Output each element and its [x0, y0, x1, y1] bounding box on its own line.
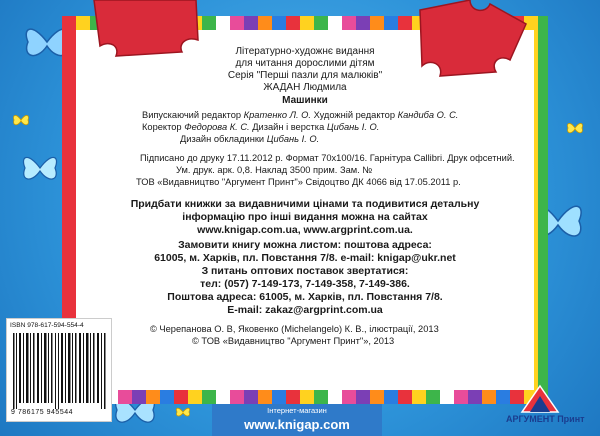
postal-address: 61005, м. Харків, пл. Повстання 7/8. e-mail: knigap@ukr.net	[154, 252, 456, 264]
butterfly-icon	[175, 405, 191, 419]
contacts-line: Замовити книгу можна листом: поштова адреса:	[178, 239, 432, 251]
isbn-label: ISBN 978-617-594-554-4	[10, 322, 84, 329]
editor-label: Коректор	[142, 122, 182, 132]
contacts-line: інформацію про інші видання можна на сайтах	[182, 211, 428, 223]
editor-name: Федорова К. С.	[184, 122, 250, 132]
author-name: ЖАДАН Людмила	[263, 82, 347, 93]
contacts-line: Придбати книжки за видавничими цінами та подивитися детальну	[130, 198, 480, 210]
book-title: Машинки	[282, 95, 328, 106]
printing-line: Підписано до друку 17.11.2012 р. Формат 70х100/16. Гарнітура Callibri. Друк офсетний.	[140, 153, 515, 163]
email-link[interactable]: E-mail: zakaz@argprint.com.ua	[227, 304, 383, 316]
publisher-logo	[486, 384, 596, 432]
internet-shop-banner[interactable]	[212, 404, 382, 436]
isbn-barcode	[6, 318, 112, 422]
editor-name: Цибань І. О.	[326, 122, 380, 132]
barcode-number: 9 786175 945544	[11, 409, 73, 416]
printing-line: ТОВ «Видавництво "Аргумент Принт"» Свідоцтво ДК 4066 від 17.05.2011 р.	[136, 177, 461, 187]
copyright-line: © Черепанова О. В, Яковенко (Michelangelo) К. В., ілюстрації, 2013	[150, 324, 439, 334]
copyright-line: © ТОВ «Видавництво "Аргумент Принт"», 2013	[192, 336, 395, 346]
series-line: Серія "Перші пазли для малюків"	[227, 70, 383, 81]
shop-url-link[interactable]: www.knigap.com	[244, 417, 350, 432]
contacts-line: З питань оптових поставок звертатися:	[201, 265, 409, 277]
butterfly-icon	[20, 150, 60, 186]
editors-line-3	[180, 134, 319, 144]
shop-label: Інтернет-магазин	[267, 406, 327, 415]
editor-label: Художній редактор	[313, 110, 396, 120]
editor-name: Цибань І. О.	[266, 134, 320, 144]
editor-label: Дизайн і верстка	[252, 122, 325, 132]
editor-name: Кратенко Л. О.	[243, 110, 311, 120]
butterfly-icon	[12, 112, 30, 128]
editor-label: Випускаючий редактор	[142, 110, 242, 120]
barcode-icon	[11, 333, 107, 409]
butterfly-icon	[566, 120, 584, 136]
phone-numbers: тел: (057) 7-149-173, 7-149-358, 7-149-386.	[200, 278, 410, 290]
logo-triangle-icon	[520, 384, 560, 414]
imprint-line: для читання дорослими дітям	[235, 58, 375, 69]
printing-line: Ум. друк. арк. 0,8. Наклад 3500 прим. Зам. №	[176, 165, 373, 175]
editors-line-1	[142, 110, 458, 120]
website-links[interactable]: www.knigap.com.ua, www.argprint.com.ua.	[197, 224, 413, 236]
editor-name: Кандиба О. С.	[397, 110, 459, 120]
logo-text: АРГУМЕНТ Принт	[506, 414, 585, 424]
editor-label: Дизайн обкладинки	[180, 134, 265, 144]
postal-address: Поштова адреса: 61005, м. Харків, пл. Повстання 7/8.	[167, 291, 443, 303]
imprint-line: Літературно-художнє видання	[235, 46, 375, 57]
editors-line-2	[142, 122, 379, 132]
